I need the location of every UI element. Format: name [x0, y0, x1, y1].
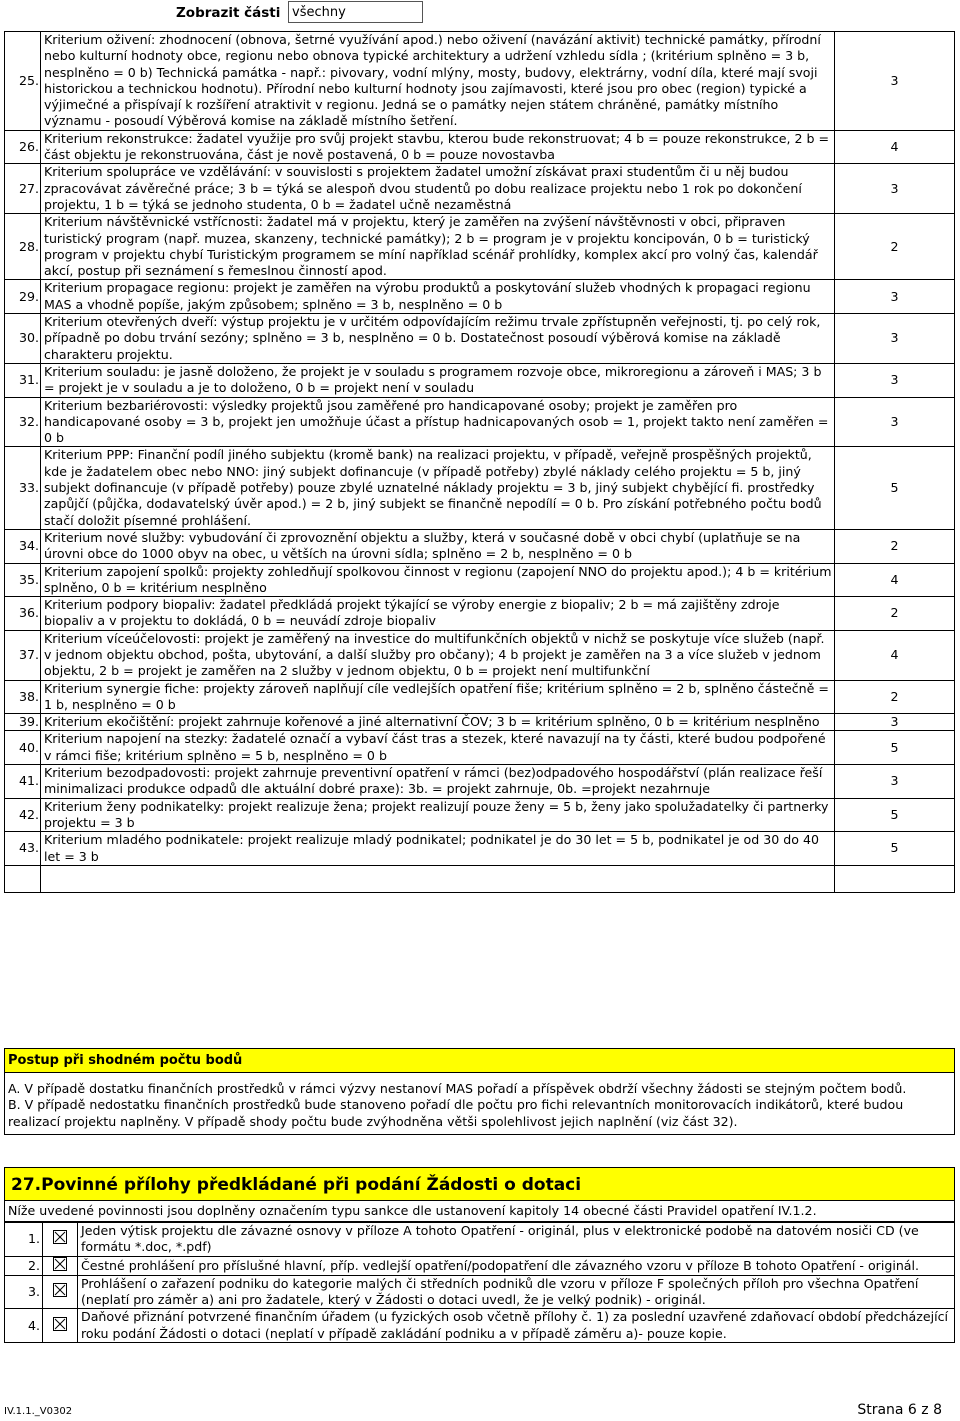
attachment-row: [5, 1256, 955, 1275]
criteria-spacer-row: [5, 865, 955, 892]
criterion-row: [5, 32, 955, 131]
criterion-number: 43.: [5, 832, 41, 866]
criterion-points: 4: [835, 130, 955, 164]
criterion-number: 41.: [5, 765, 41, 799]
criterion-text: Kriterium bezbariérovosti: výsledky projektů jsou zaměřené pro handicapované osoby; projekt je zaměřen pro handicapované osoby = 3 b, projekt jen umožňuje účast a přístup hadnicapovaných osob = 1, projekt takto není zaměřen = 0 b: [41, 397, 835, 447]
attachment-text: Čestné prohlášení pro příslušné hlavní, příp. vedlejší opatření/podopatření dle závazného vzoru v příloze B tohoto Opatření - originál.: [78, 1256, 955, 1275]
criterion-row: [5, 164, 955, 214]
attachment-text: Prohlášení o zařazení podniku do kategorie malých či středních podniků dle vzoru v příloze F společných příloh pro všechna Opatření (neplatí pro záměr a) ani pro žadatele, který v Žádosti o dotaci uvedl, že je velký podnik) - originál.: [78, 1275, 955, 1309]
criterion-text: Kriterium ekočištění: projekt zahrnuje kořenové a jiné alternativní ČOV; 3 b = kritérium splněno, 0 b = kritérium nesplněno: [41, 714, 835, 731]
criterion-text: Kriterium nové služby: vybudování či zprovoznění objektu a služby, která v současné době v obci chybí (uplatňuje se na úrovni obce do 1000 obyv na obec, u větších na úrovni sídla; splněno = 2 b, nesplněno = 0 b: [41, 529, 835, 563]
criterion-number: 36.: [5, 597, 41, 631]
criterion-text: Kriterium víceúčelovosti: projekt je zaměřený na investice do multifunkčních objektů v nichž se poskytuje více služeb (např. v jednom objektu obchod, pošta, ubytování, a další služby pro občany); 4 b projekt je zaměřen na 3 a více služeb v jednom objektu, 2 b = projekt je zaměřen na 2 služby v jednom objektu, 0 b = projekt není multifunkční: [41, 630, 835, 680]
criterion-number: 30.: [5, 314, 41, 364]
criterion-row: [5, 798, 955, 832]
criterion-points: 3: [835, 314, 955, 364]
criterion-row: [5, 314, 955, 364]
tie-break-section: [4, 1048, 955, 1135]
attachments-table: [4, 1222, 955, 1343]
criterion-number: 25.: [5, 32, 41, 131]
criterion-row: [5, 130, 955, 164]
criterion-row: [5, 397, 955, 447]
criterion-points: 3: [835, 765, 955, 799]
criterion-points: 3: [835, 363, 955, 397]
criterion-row: [5, 680, 955, 714]
criterion-number: 39.: [5, 714, 41, 731]
criterion-text: Kriterium podpory biopaliv: žadatel předkládá projekt týkající se výroby energie z biopaliv; 2 b = má zajištěny zdroje biopaliv a v projektu to dokládá, 0 b = neuvádí zdroje biopaliv: [41, 597, 835, 631]
criterion-points: 5: [835, 447, 955, 529]
criterion-text: Kriterium ženy podnikatelky: projekt realizuje žena; projekt realizují pouze ženy = 5 b, ženy jako spolužadatelky či partnerky projektu = 3 b: [41, 798, 835, 832]
criterion-points: 3: [835, 397, 955, 447]
attachment-text: Daňové přiznání potvrzené finančním úřadem (u fyzických osob včetně přílohy č. 1) za poslední uzavřené zdaňovací období předcházející roku podání Žádosti o dotaci (neplatí v případě zakládání podniku a v případě záměru a)- pouze kopie.: [78, 1309, 955, 1343]
criterion-number: 42.: [5, 798, 41, 832]
show-parts-select[interactable]: všechny: [288, 1, 423, 23]
criterion-number: 38.: [5, 680, 41, 714]
attachment-number: 2.: [5, 1256, 43, 1275]
criterion-text: Kriterium propagace regionu: projekt je zaměřen na výrobu produktů a poskytování služeb vhodných k propagaci regionu MAS a vhodně popíše, jakým způsobem; splněno = 3 b, nesplněno = 0 b: [41, 280, 835, 314]
criterion-text: Kriterium návštěvnické vstřícnosti: žadatel má v projektu, který je zaměřen na zvýšení návštěvnosti v obci, připraven turistický program (např. muzea, skanzeny, technické památky); 2 b = program je v projektu koncipován, 0 b = turistický program v projektu chybí Turistickým programem se míní například scénář prohlídky, komplex akcí pro volný čas, kalendář akcí, postup při seznámení s řemeslnou činností apod.: [41, 214, 835, 280]
criterion-text: Kriterium spolupráce ve vzdělávání: v souvislosti s projektem žadatel umožní získávat praxi studentům či u něj budou zpracovávat závěrečné práce; 3 b = týká se alespoň dvou studentů po dobu realizace projektu nebo 1 rok po dokončení projektu, 1 b = týká se jednoho studenta, 0 b = žadatel učně nezaměstná: [41, 164, 835, 214]
criterion-points: 2: [835, 597, 955, 631]
attachment-checkbox[interactable]: [43, 1309, 78, 1343]
attachment-row: [5, 1275, 955, 1309]
criterion-row: [5, 363, 955, 397]
tie-break-body: [4, 1073, 955, 1135]
criterion-number: 37.: [5, 630, 41, 680]
criterion-row: [5, 630, 955, 680]
tie-break-heading: Postup při shodném počtu bodů: [4, 1048, 955, 1073]
spacer-cell: [835, 865, 955, 892]
criterion-row: [5, 731, 955, 765]
criterion-text: Kriterium zapojení spolků: projekty zohledňují spolkovou činnost v regionu (zapojení NNO do projektu apod.); 4 b = kritérium splněno, 0 b = kritérium nesplněno: [41, 563, 835, 597]
criterion-text: Kriterium oživení: zhodnocení (obnova, šetrné využívání apod.) nebo oživení (navázání aktivit) technické památky, přírodní nebo kulturní hodnoty obce, regionu nebo obnova typické architektury a udržení vzhledu sídla ; (kritérium splněno = 3 b, nesplněno = 0 b) Technická památka - např.: pivovary, vodní mlýny, mosty, budovy, elektrárny, vodní díla, které mají svoji historickou a technickou hodnotu). Přírodní nebo kulturní hodnoty jsou zajímavosti, které jsou pro obec (region) typické a výjimečné a přispívají k rozšíření atraktivit v regionu. Jedná se o památky nejen státem chráněné, památky místního významu - posoudí Výběrová komise na základě místního šetření.: [41, 32, 835, 131]
criterion-number: 35.: [5, 563, 41, 597]
criterion-row: [5, 832, 955, 866]
criterion-points: 5: [835, 798, 955, 832]
attachment-number: 1.: [5, 1223, 43, 1257]
attachment-checkbox[interactable]: [43, 1223, 78, 1257]
attachment-text: Jeden výtisk projektu dle závazné osnovy v příloze A tohoto Opatření - originál, plus v elektronické podobě na datovém nosiči CD (ve formátu *.doc, *.pdf): [78, 1223, 955, 1257]
criterion-points: 2: [835, 214, 955, 280]
criterion-points: 4: [835, 563, 955, 597]
criterion-row: [5, 529, 955, 563]
criterion-points: 5: [835, 731, 955, 765]
criterion-number: 31.: [5, 363, 41, 397]
criteria-table: [4, 31, 955, 893]
criterion-text: Kriterium synergie fiche: projekty zároveň naplňují cíle vedlejších opatření fiše; kritérium splněno = 2 b, splněno částečně = 1 b, nesplněno = 0 b: [41, 680, 835, 714]
spacer-cell: [5, 865, 41, 892]
criterion-points: 3: [835, 32, 955, 131]
checked-box-icon: [53, 1317, 67, 1331]
criterion-number: 27.: [5, 164, 41, 214]
spacer-cell: [41, 865, 835, 892]
attachments-intro: Níže uvedené povinnosti jsou doplněny označením typu sankce dle ustanovení kapitoly 14 obecné části Pravidel opatření IV.1.2.: [4, 1201, 955, 1222]
criterion-text: Kriterium bezodpadovosti: projekt zahrnuje preventivní opatření v rámci (bez)odpadového hospodářství (plán realizace řeší minimalizaci produkce odpadů dle aktuální dobré praxe): 3b. = projekt zahrnuje, 0b. =projekt nezahrnuje: [41, 765, 835, 799]
criterion-number: 26.: [5, 130, 41, 164]
criterion-number: 29.: [5, 280, 41, 314]
checked-box-icon: [53, 1283, 67, 1297]
criterion-points: 4: [835, 630, 955, 680]
attachment-number: 3.: [5, 1275, 43, 1309]
attachment-number: 4.: [5, 1309, 43, 1343]
criterion-row: [5, 280, 955, 314]
checked-box-icon: [53, 1257, 67, 1271]
criterion-row: [5, 714, 955, 731]
criterion-row: [5, 214, 955, 280]
criterion-row: [5, 447, 955, 529]
criterion-text: Kriterium PPP: Finanční podíl jiného subjektu (kromě bank) na realizaci projektu, v případě, veřejně prospěšných projektů, kde je žadatelem obec nebo NNO: jiný subjekt dofinancuje (v případě potřeby) zbylé náklady celého projektu = 5 b, jiný subjekt dofinancuje (v případě potřeby) pouze zbylé uznatelné náklady projektu = 3 b, jiný subjekt chybějící fi. prostředky zapůjčí (půjčka, dodavatelský úvěr apod.) = 2 b, jiný subjekt se finančně nepodílí = 0 b. Pro získání potřebného počtu bodů stačí doložit písemné prohlášení.: [41, 447, 835, 529]
top-bar: [0, 0, 960, 30]
criterion-row: [5, 563, 955, 597]
criterion-text: Kriterium napojení na stezky: žadatelé označí a vybaví část tras a stezek, které navazují na ty části, které budou podpořené v rámci fiše; kritérium splněno = 5 b, nesplněno = 0 b: [41, 731, 835, 765]
checked-box-icon: [53, 1230, 67, 1244]
attachment-row: [5, 1223, 955, 1257]
tie-break-rule-a: A. V případě dostatku finančních prostředků v rámci výzvy nestanoví MAS pořadí a příspěvek obdrží všechny žádosti se stejným počtem bodů.: [8, 1081, 907, 1096]
attachments-section: [4, 1167, 955, 1343]
criterion-points: 5: [835, 832, 955, 866]
criterion-row: [5, 765, 955, 799]
criterion-points: 3: [835, 714, 955, 731]
attachments-heading: 27.Povinné přílohy předkládané při podání Žádosti o dotaci: [4, 1167, 955, 1201]
criterion-text: Kriterium souladu: je jasně doloženo, že projekt je v souladu s programem rozvoje obce, mikroregionu a zároveň i MAS; 3 b = projekt je v souladu a je to doloženo, 0 b = projekt není v souladu: [41, 363, 835, 397]
criterion-text: Kriterium mladého podnikatele: projekt realizuje mladý podnikatel; podnikatel je do 30 let = 5 b, podnikatel je od 30 do 40 let = 3 b: [41, 832, 835, 866]
criterion-number: 40.: [5, 731, 41, 765]
page-number: Strana 6 z 8: [857, 1402, 942, 1418]
show-parts-label: Zobrazit části: [176, 5, 281, 21]
document-code: IV.1.1._V0302: [4, 1406, 73, 1417]
criterion-number: 33.: [5, 447, 41, 529]
criterion-points: 3: [835, 280, 955, 314]
criterion-number: 32.: [5, 397, 41, 447]
criterion-number: 34.: [5, 529, 41, 563]
criterion-points: 2: [835, 680, 955, 714]
attachment-checkbox[interactable]: [43, 1256, 78, 1275]
tie-break-rule-b: B. V případě nedostatku finančních prostředků bude stanoveno pořadí dle počtu pro fichi relevantních monitorovacích indikátorů, které budou realizací projektu naplněny. V případě shody počtu bude zvýhodněna větši spolehlivost jejich naplnění (viz část 32).: [8, 1097, 904, 1129]
criterion-points: 3: [835, 164, 955, 214]
attachment-row: [5, 1309, 955, 1343]
criterion-points: 2: [835, 529, 955, 563]
attachment-checkbox[interactable]: [43, 1275, 78, 1309]
criterion-text: Kriterium rekonstrukce: žadatel využije pro svůj projekt stavbu, kterou bude rekonstruovat; 4 b = pouze rekonstrukce, 2 b = část objektu je rekonstruována, část je nově postavená, 0 b = pouze novostavba: [41, 130, 835, 164]
criterion-row: [5, 597, 955, 631]
criterion-number: 28.: [5, 214, 41, 280]
criterion-text: Kriterium otevřených dveří: výstup projektu je v určitém odpovídajícím režimu trvale zpřístupněn veřejnosti, tj. po celý rok, případně po dobu trvání sezóny; splněno = 3 b, nesplněno = 0 b. Dostatečnost posoudí výběrová komise na základě charakteru projektu.: [41, 314, 835, 364]
